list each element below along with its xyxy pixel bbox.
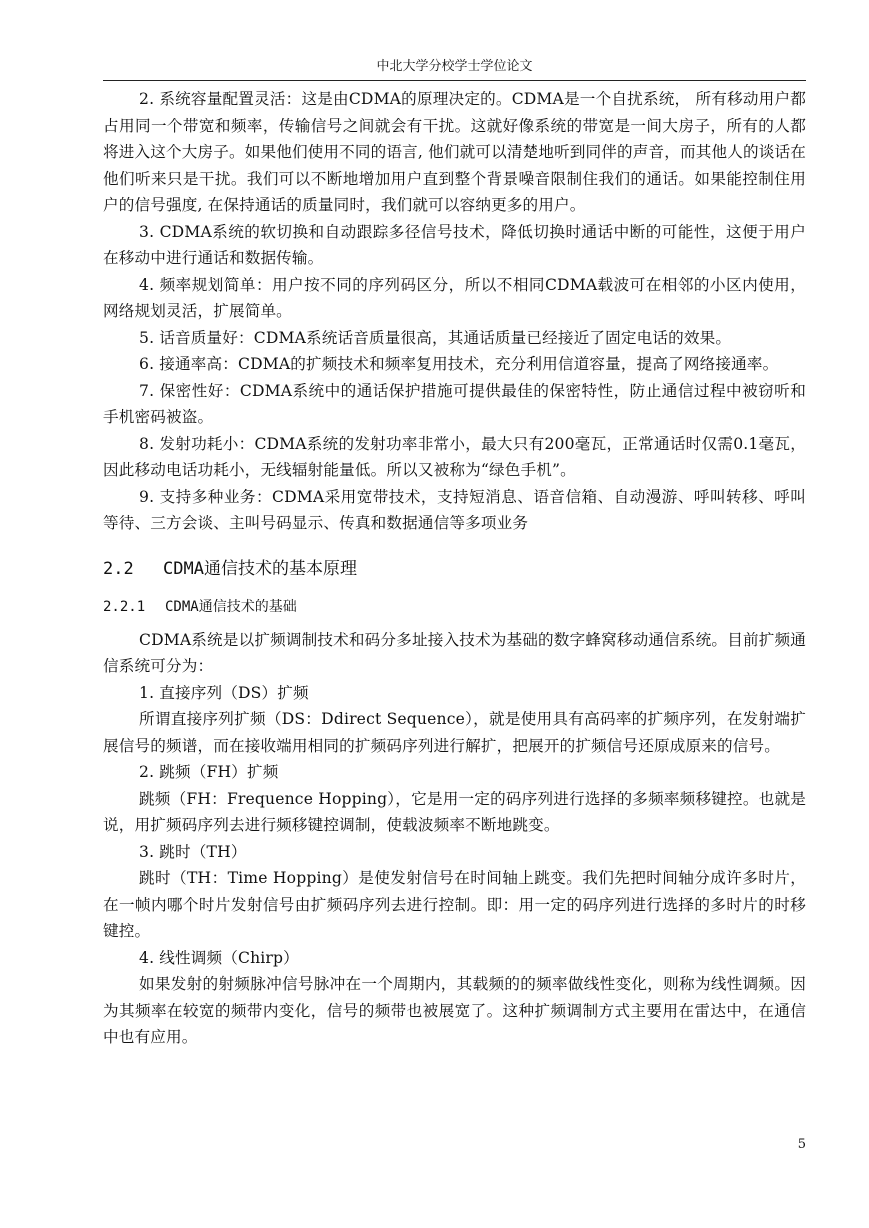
paragraph: 9. 支持多种业务：CDMA采用宽带技术，支持短消息、语音信箱、自动漫游、呼叫转移、呼叫等待、三方会谈、主叫号码显示、传真和数据通信等多项业务 — [103, 487, 806, 532]
paragraph: 2. 系统容量配置灵活：这是由CDMA的原理决定的。CDMA是一个自扰系统， 所有移动用户都占用同一个带宽和频率，传输信号之间就会有干扰。这就好像系统的带宽是一间大房子，所有的人都将进入这个大房子。如果他们使用不同的语言, 他们就可以清楚地听到同伴的声音，而其他人的谈话在他们听来只是干扰。我们可以不断地增加用户直到整个背景噪音限制住我们的通话。如果能控制住用户的信号强度, 在保持通话的质量同时，我们就可以容纳更多的用户。 — [103, 90, 806, 214]
list-item-heading: 2. 跳频（FH）扩频 — [139, 763, 279, 781]
paragraph: 6. 接通率高：CDMA的扩频技术和频率复用技术，充分利用信道容量，提高了网络接通率。 — [139, 355, 779, 373]
paragraph: 5. 话音质量好：CDMA系统话音质量很高，其通话质量已经接近了固定电话的效果。 — [139, 328, 732, 347]
paragraph: 跳时（TH：Time Hopping）是使发射信号在时间轴上跳变。我们先把时间轴分成许多时片，在一帧内哪个时片发射信号由扩频码序列去进行控制。即：用一定的码序列进行选择的多时片的时移键控。 — [103, 869, 806, 940]
subsection-number: 2.2.1 — [103, 598, 146, 615]
paragraph: 跳频（FH：Frequence Hopping），它是用一定的码序列进行选择的多频率频移键控。也就是说，用扩频码序列去进行频移键控调制，使载波频率不断地跳变。 — [103, 789, 806, 834]
section-heading — [103, 557, 806, 581]
subsection-heading — [103, 597, 806, 617]
paragraph: CDMA系统是以扩频调制技术和码分多址接入技术为基础的数字蜂窝移动通信系统。目前扩频通信系统可分为： — [103, 630, 806, 675]
list-item-heading: 1. 直接序列（DS）扩频 — [139, 683, 309, 702]
paragraph: 7. 保密性好：CDMA系统中的通话保护措施可提供最佳的保密特性，防止通信过程中被窃听和手机密码被盗。 — [103, 381, 806, 426]
list-item-heading: 3. 跳时（TH） — [139, 842, 247, 861]
paragraph: 8. 发射功耗小：CDMA系统的发射功率非常小，最大只有200毫瓦，正常通话时仅需0.1毫瓦，因此移动电话功耗小，无线辐射能量低。所以又被称为“绿色手机”。 — [103, 434, 806, 479]
section-number: 2.2 — [103, 558, 134, 579]
header-rule — [103, 80, 806, 81]
paragraph: 如果发射的射频脉冲信号脉冲在一个周期内，其载频的的频率做线性变化，则称为线性调频。因为其频率在较宽的频带内变化，信号的频带也被展宽了。这种扩频调制方式主要用在雷达中，在通信中也有应用。 — [103, 975, 806, 1046]
running-header: 中北大学分校学士学位论文 — [376, 59, 533, 74]
section-title: CDMA通信技术的基本原理 — [163, 558, 357, 579]
paragraph: 4. 频率规划简单：用户按不同的序列码区分，所以不相同CDMA载波可在相邻的小区内使用，网络规划灵活，扩展简单。 — [103, 275, 806, 320]
page-number: 5 — [797, 1137, 806, 1152]
paragraph: 所谓直接序列扩频（DS：Ddirect Sequence），就是使用具有高码率的扩频序列，在发射端扩展信号的频谱，而在接收端用相同的扩频码序列进行解扩，把展开的扩频信号还原成原来的信号。 — [103, 710, 806, 755]
page-body — [103, 86, 806, 1051]
subsection-title: CDMA通信技术的基础 — [165, 598, 297, 615]
paragraph: 3. CDMA系统的软切换和自动跟踪多径信号技术，降低切换时通话中断的可能性，这便于用户在移动中进行通话和数据传输。 — [103, 222, 806, 267]
list-item-heading: 4. 线性调频（Chirp） — [139, 948, 299, 967]
